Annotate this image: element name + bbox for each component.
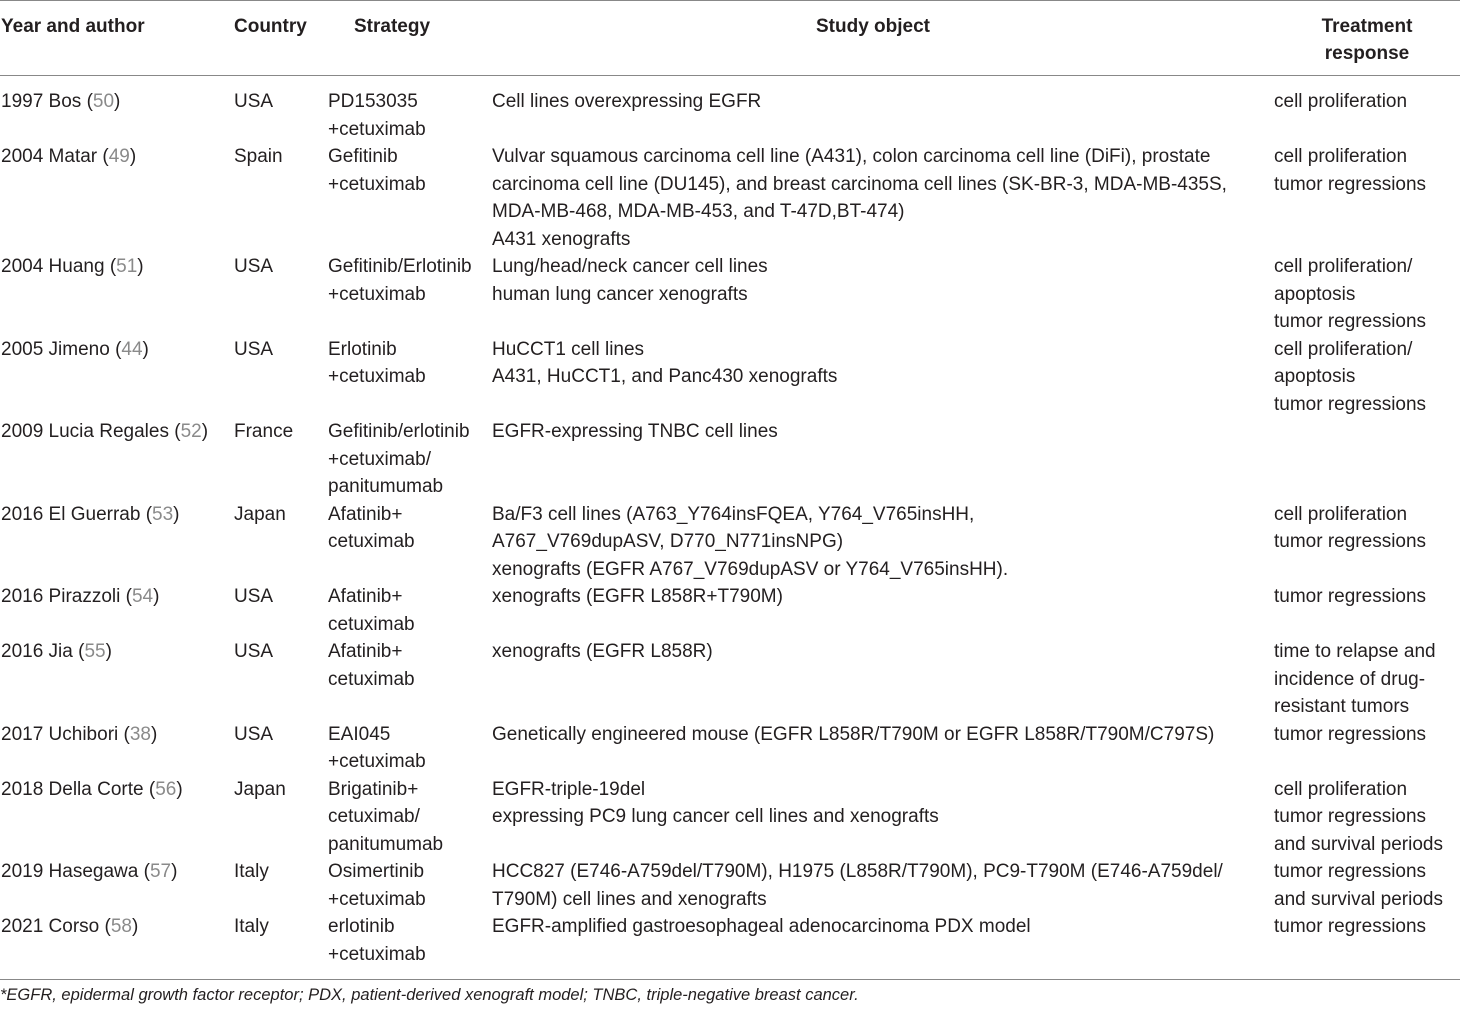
header-treatment-response-line: response [1324,43,1410,64]
cell-strategy-line: +cetuximab [328,751,426,772]
cell-treatment-response-line: cell proliferation [1274,146,1408,167]
cell-study-object-line: expressing PC9 lung cancer cell lines and xenografts [492,806,939,827]
header-year-author: Year and author [1,16,145,37]
author-name: 2021 Corso [1,916,100,937]
table-footnote: *EGFR, epidermal growth factor receptor; PDX, patient-derived xenograft model; TNBC, triple-negative breast cancer. [0,986,859,1004]
cell-study-object [492,638,1274,721]
cell-strategy-line: cetuximab/ [328,806,420,827]
cell-strategy-line: Gefitinib [328,146,398,167]
table-body [0,76,1460,980]
cell-treatment-response-line: cell proliferation [1274,778,1408,800]
cell-country: Spain [234,146,283,167]
cell-country: Japan [234,503,286,525]
table-header [0,1,1460,76]
table-row [0,336,1460,419]
cell-treatment-response-line: apoptosis [1274,366,1356,387]
table-row [0,583,1460,638]
cell-strategy-line: +cetuximab [328,283,426,305]
cell-strategy-line: Gefitinib/Erlotinib [328,256,472,277]
author-name: 2016 El Guerrab [1,503,141,525]
cell-study-object-line: EGFR-expressing TNBC cell lines [492,421,778,442]
cell-strategy-line: +cetuximab [328,366,426,387]
cell-study-object [492,858,1274,913]
cell-study-object [492,76,1274,144]
author-name: 1997 Bos [1,91,82,112]
cell-year-author: 2004 Matar (49) [1,146,137,167]
header-strategy: Strategy [354,16,431,37]
cell-study-object [492,583,1274,638]
cell-treatment-response-line: tumor regressions [1274,861,1427,882]
table-row [0,418,1460,501]
reference-link[interactable]: 50 [92,91,115,112]
cell-year-author: 2016 Pirazzoli (54) [1,586,160,607]
author-name: 2004 Huang [1,256,105,277]
header-study-object: Study object [815,16,930,37]
cell-treatment-response-line: incidence of drug- [1274,668,1426,690]
author-name: 2019 Hasegawa [1,861,139,882]
cell-year-author: 2016 El Guerrab (53) [1,503,180,525]
cell-study-object [492,776,1274,859]
cell-strategy [328,418,492,501]
cell-year-author: 2016 Jia (55) [1,641,112,662]
table-row [0,501,1460,584]
table-row [0,638,1460,721]
cell-strategy [328,858,492,913]
cell-treatment-response [1274,501,1460,584]
cell-treatment-response-line: resistant tumors [1274,696,1410,717]
cell-treatment-response [1274,143,1460,253]
cell-year-author: 2019 Hasegawa (57) [1,861,178,882]
cell-treatment-response-line: tumor regressions [1274,586,1427,607]
cell-strategy-line: Gefitinib/erlotinib [328,421,470,442]
cell-study-object-line: Lung/head/neck cancer cell lines [492,256,768,277]
cell-treatment-response [1274,336,1460,419]
reference-link[interactable]: 49 [108,146,130,167]
cell-study-object-line: carcinoma cell line (DU145), and breast carcinoma cell lines (SK-BR-3, MDA-MB-435S, [492,173,1227,195]
cell-treatment-response-line: tumor regressions [1274,723,1427,745]
cell-study-object-line: T790M) cell lines and xenografts [492,888,767,910]
cell-treatment-response-line: tumor regressions [1274,311,1427,332]
reference-link[interactable]: 58 [110,916,132,937]
cell-study-object-line: EGFR-triple-19del [492,778,646,800]
cell-year-author: 1997 Bos (50) [1,91,121,112]
cell-treatment-response-line: cell proliferation [1274,503,1408,525]
cell-treatment-response [1274,721,1460,776]
cell-year-author: 2004 Huang (51) [1,256,144,277]
cell-study-object [492,253,1274,336]
cell-study-object [492,721,1274,776]
cell-strategy [328,638,492,721]
cell-study-object-line: xenografts (EGFR L858R) [492,641,713,662]
cell-strategy-line: Osimertinib [328,861,425,882]
cell-study-object-line: A767_V769dupASV, D770_N771insNPG) [492,531,844,552]
cell-treatment-response [1274,913,1460,980]
cell-treatment-response [1274,418,1460,501]
cell-treatment-response [1274,776,1460,859]
cell-treatment-response-line: apoptosis [1274,283,1356,305]
cell-treatment-response-line: tumor regressions [1274,806,1427,827]
cell-country: Japan [234,778,286,800]
cell-treatment-response-line: cell proliferation [1274,91,1408,112]
cell-study-object-line: A431 xenografts [492,228,631,250]
cell-strategy [328,776,492,859]
table-row [0,913,1460,980]
cell-study-object-line: human lung cancer xenografts [492,283,748,305]
cell-treatment-response-line: tumor regressions [1274,916,1427,937]
cell-year-author: 2017 Uchibori (38) [1,723,158,745]
cell-strategy-line: panitumumab [328,833,444,855]
header-country: Country [234,16,307,37]
cell-strategy [328,336,492,419]
cell-study-object-line: HCC827 (E746-A759del/T790M), H1975 (L858R/T790M), PC9-T790M (E746-A759del/ [492,861,1223,882]
cell-study-object [492,143,1274,253]
cell-treatment-response [1274,638,1460,721]
cell-country: USA [234,91,274,112]
cell-treatment-response-line: cell proliferation/ [1274,256,1413,277]
cell-treatment-response [1274,858,1460,913]
cell-strategy-line: Erlotinib [328,338,397,360]
cell-study-object-line: Vulvar squamous carcinoma cell line (A431), colon carcinoma cell line (DiFi), prostate [492,146,1211,167]
table-row [0,776,1460,859]
cell-study-object-line: HuCCT1 cell lines [492,338,645,360]
cell-treatment-response-line: tumor regressions [1274,173,1427,195]
table-row [0,721,1460,776]
cell-strategy-line: +cetuximab [328,888,426,910]
reference-link[interactable]: 44 [121,338,143,360]
cell-year-author: 2009 Lucia Regales (52) [1,421,209,442]
cell-country: France [234,421,294,442]
cell-study-object-line: Ba/F3 cell lines (A763_Y764insFQEA, Y764_V765insHH, [492,503,975,525]
cell-treatment-response-line: and survival periods [1274,888,1443,910]
cell-strategy-line: Afatinib+ [328,586,403,607]
cell-strategy [328,143,492,253]
cell-strategy-line: cetuximab [328,613,415,635]
cell-study-object-line: EGFR-amplified gastroesophageal adenocarcinoma PDX model [492,916,1031,937]
cell-treatment-response-line: tumor regressions [1274,393,1427,415]
cell-strategy-line: Afatinib+ [328,641,403,662]
cell-study-object-line: MDA-MB-468, MDA-MB-453, and T-47D,BT-474) [492,201,905,222]
author-name: 2009 Lucia Regales [1,421,169,442]
author-name: 2017 Uchibori [1,723,119,745]
cell-study-object-line: xenografts (EGFR A767_V769dupASV or Y764_V765insHH). [492,558,1009,580]
cell-strategy-line: Brigatinib+ [328,778,419,800]
cell-country: USA [234,256,274,277]
cell-country: USA [234,338,274,360]
reference-link[interactable]: 51 [116,256,138,277]
cell-country: USA [234,586,274,607]
cell-treatment-response-line: tumor regressions [1274,531,1427,552]
author-name: 2016 Jia [1,641,73,662]
cell-country: Italy [234,916,269,937]
cell-strategy-line: erlotinib [328,916,395,937]
cell-strategy-line: EAI045 [328,723,391,745]
cell-strategy-line: +cetuximab [328,943,426,965]
reference-link[interactable]: 53 [152,503,174,525]
author-name: 2018 Della Corte [1,778,144,800]
cell-strategy [328,721,492,776]
cell-treatment-response [1274,583,1460,638]
cell-study-object-line: Cell lines overexpressing EGFR [492,91,762,112]
cell-strategy [328,76,492,144]
cell-strategy-line: panitumumab [328,476,444,497]
reference-link[interactable]: 54 [131,586,154,607]
reference-link[interactable]: 56 [155,778,177,800]
cell-treatment-response-line: time to relapse and [1274,641,1436,662]
cell-treatment-response-line: and survival periods [1274,833,1443,855]
cell-study-object-line: Genetically engineered mouse (EGFR L858R/T790M or EGFR L858R/T790M/C797S) [492,723,1215,745]
table-row [0,76,1460,144]
header-treatment-response [1274,1,1460,76]
cell-country: USA [234,723,274,745]
cell-strategy [328,913,492,980]
table-row [0,143,1460,253]
table-row [0,858,1460,913]
author-name: 2016 Pirazzoli [1,586,121,607]
cell-strategy-line: cetuximab [328,531,415,552]
cell-study-object [492,418,1274,501]
cell-strategy-line: Afatinib+ [328,503,403,525]
header-treatment-response-line: Treatment [1321,16,1413,37]
cell-strategy [328,583,492,638]
reference-link[interactable]: 52 [180,421,202,442]
cell-strategy [328,501,492,584]
header-row [0,1,1460,76]
reference-link[interactable]: 55 [84,641,106,662]
cell-study-object-line: A431, HuCCT1, and Panc430 xenografts [492,366,838,387]
reference-link[interactable]: 57 [149,861,172,882]
cell-strategy-line: cetuximab [328,668,415,690]
cell-strategy-line: +cetuximab [328,118,426,140]
cell-strategy-line: +cetuximab/ [328,448,431,470]
cell-study-object [492,336,1274,419]
cell-treatment-response [1274,76,1460,144]
cell-strategy-line: PD153035 [328,91,418,112]
cell-study-object-line: xenografts (EGFR L858R+T790M) [492,586,783,607]
cell-country: Italy [234,861,269,882]
cell-treatment-response [1274,253,1460,336]
cell-year-author: 2018 Della Corte (56) [1,778,183,800]
author-name: 2004 Matar [1,146,98,167]
cell-study-object [492,913,1274,980]
cell-study-object [492,501,1274,584]
reference-link[interactable]: 38 [129,723,151,745]
cell-strategy [328,253,492,336]
table-row [0,253,1460,336]
cell-country: USA [234,641,274,662]
cell-strategy-line: +cetuximab [328,173,426,195]
cell-year-author: 2005 Jimeno (44) [1,338,149,360]
cell-year-author: 2021 Corso (58) [1,916,139,937]
author-name: 2005 Jimeno [1,338,110,360]
cell-treatment-response-line: cell proliferation/ [1274,338,1413,360]
